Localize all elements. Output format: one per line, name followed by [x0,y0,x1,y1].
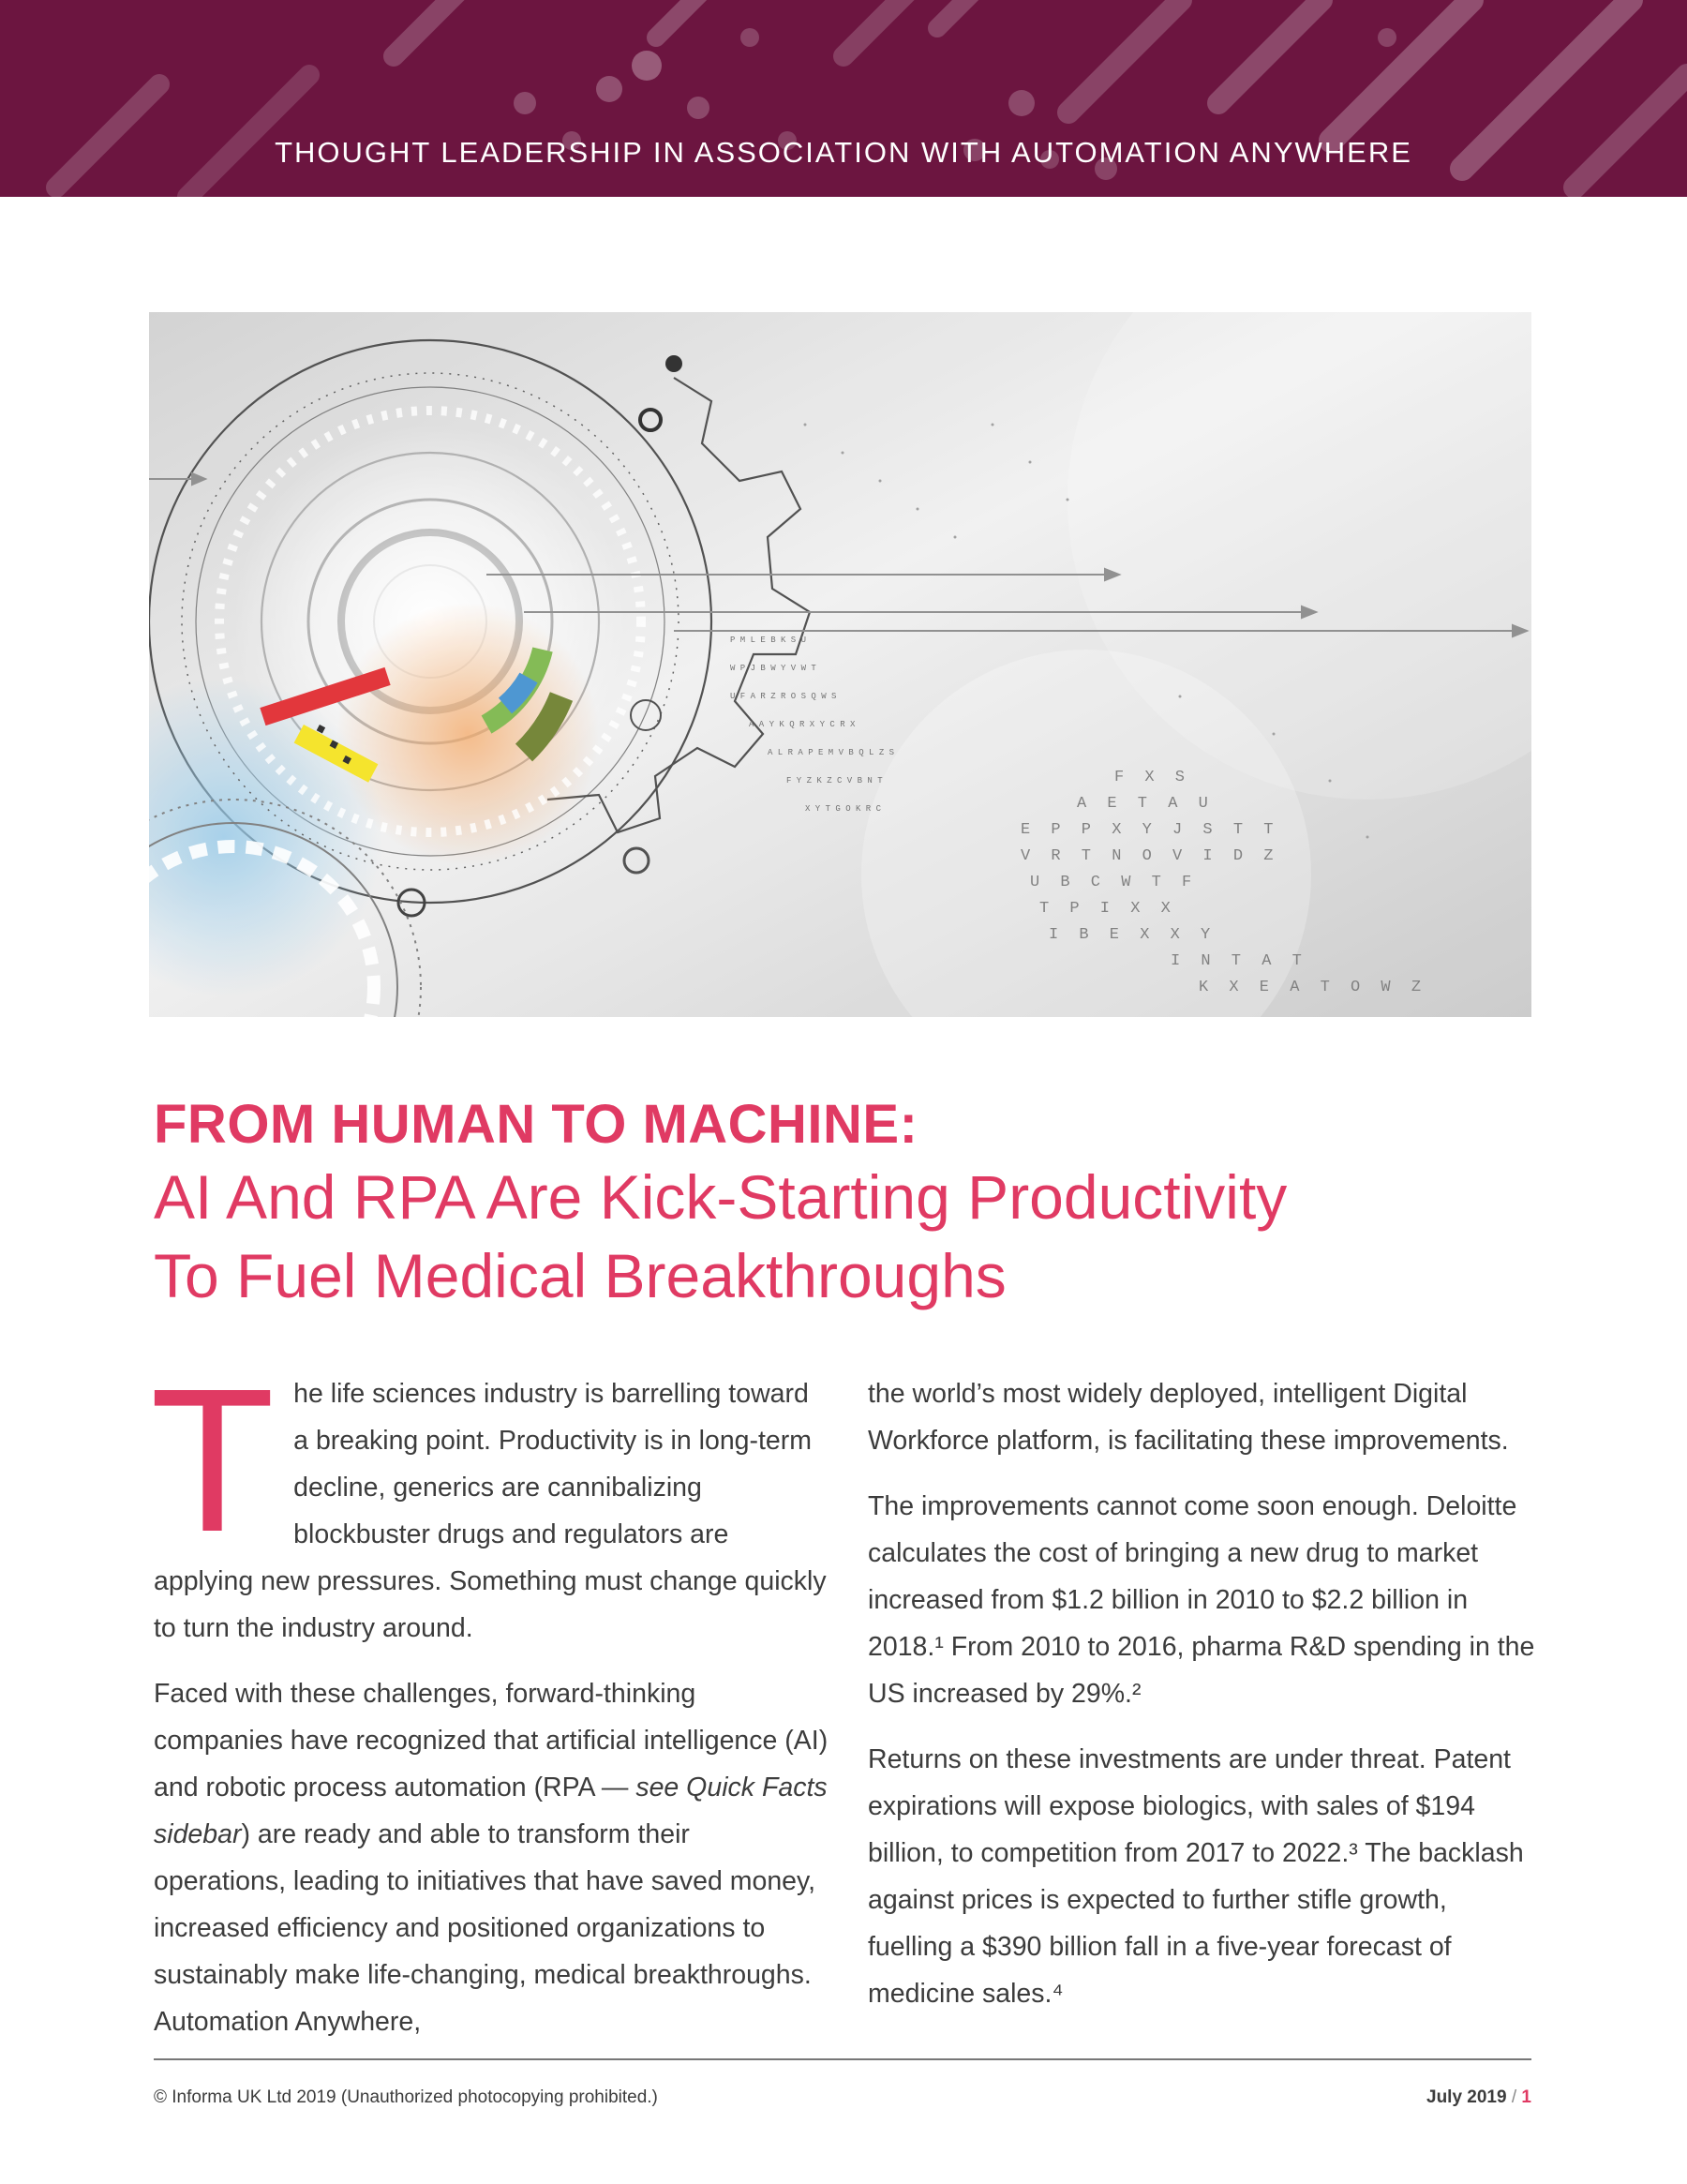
paragraph-intro [150,1347,829,1652]
paragraph-costs: The improvements cannot come soon enough. Deloitte calculates the cost of bringing a new drug to market increased from $1.2 billion in 2010 to $2.2 billion in 2018.¹ From 2010 to 2016, pharma R&D spending in the US increased by 29%.² [868,1491,1535,1709]
svg-text:A E T A U: A E T A U [1077,795,1214,813]
paragraph-challenges-part-1: Faced with these challenges, forward-thinking companies have recognized that artificial intelligence (AI) and robotic process automation (RPA — [154,1679,829,1803]
sidebar-reference: see Quick Facts sidebar [154,1773,828,1849]
svg-text:U F A R Z R O S Q W S: U F A R Z R O S Q W S [730,692,837,701]
svg-text:F Y Z K Z C V B N T: F Y Z K Z C V B N T [786,776,883,785]
footer-divider [154,2058,1531,2060]
footer-page-info [1426,2087,1531,2108]
paragraph-intro-text: he life sciences industry is barrelling toward a breaking point. Productivity is in long-term decline, generics are cannibalizing blockbuster drugs and regulators are applying new pressures. Something must change quickly to turn the industry around. [154,1379,827,1643]
headline-kicker: FROM HUMAN TO MACHINE: [154,1094,918,1155]
headline [154,1092,1541,1315]
paragraph-challenges-part-2: ) are ready and able to transform their operations, leading to initiatives that have saved money, increased efficiency and positioned organizations to sustainably make life-changing, medical breakthroughs. Automation Anywhere, [154,1819,816,2037]
svg-text:T P I X X: T P I X X [1039,900,1176,918]
footer-separator: / [1511,2087,1517,2107]
footer-copyright: © Informa UK Ltd 2019 (Unauthorized photocopying prohibited.) [154,2087,658,2107]
svg-text:I B E X X Y: I B E X X Y [1049,926,1217,944]
paragraph-platform: the world’s most widely deployed, intelligent Digital Workforce platform, is facilitating these improvements. [868,1379,1509,1456]
header-banner [0,0,1687,197]
footer-date: July 2019 [1426,2087,1507,2107]
hero-illustration [149,312,1531,1017]
headline-subtitle-line-2: To Fuel Medical Breakthroughs [154,1241,1007,1310]
body-column-left [150,1347,829,2064]
svg-text:W P J B W Y V W T: W P J B W Y V W T [730,664,816,673]
svg-text:K X E A T O W Z: K X E A T O W Z [1199,979,1427,996]
svg-text:A A Y K Q R X Y C R X: A A Y K Q R X Y C R X [749,720,856,729]
banner-title: THOUGHT LEADERSHIP IN ASSOCIATION WITH AUTOMATION ANYWHERE [275,136,1412,169]
svg-text:A L R A P E M V B Q L Z S: A L R A P E M V B Q L Z S [768,748,895,757]
paragraph-challenges [154,1670,829,2045]
body-column-right [868,1370,1535,2036]
svg-text:U B C W T F: U B C W T F [1030,874,1198,891]
page-number: 1 [1521,2087,1531,2107]
svg-text:F X S: F X S [1114,769,1191,786]
gear-circuit-illustration-icon [149,312,1531,1017]
drop-cap: T [150,1347,276,1575]
headline-subtitle-line-1: AI And RPA Are Kick-Starting Productivity [154,1162,1288,1232]
paragraph-returns: Returns on these investments are under threat. Patent expirations will expose biologics, with sales of $194 billion, to competition from 2017 to 2022.³ The backlash against prices is expected to further stifle growth, fuelling a $390 billion fall in a five-year forecast of medicine sales.⁴ [868,1744,1524,2009]
svg-text:X Y T G O K R C: X Y T G O K R C [805,804,882,814]
svg-text:E P P X Y J S T T: E P P X Y J S T T [1021,821,1279,839]
svg-text:I N T A T: I N T A T [1171,952,1307,970]
svg-text:V R T N O V I D Z: V R T N O V I D Z [1021,847,1279,865]
svg-text:P M L E B K S U: P M L E B K S U [730,636,807,645]
